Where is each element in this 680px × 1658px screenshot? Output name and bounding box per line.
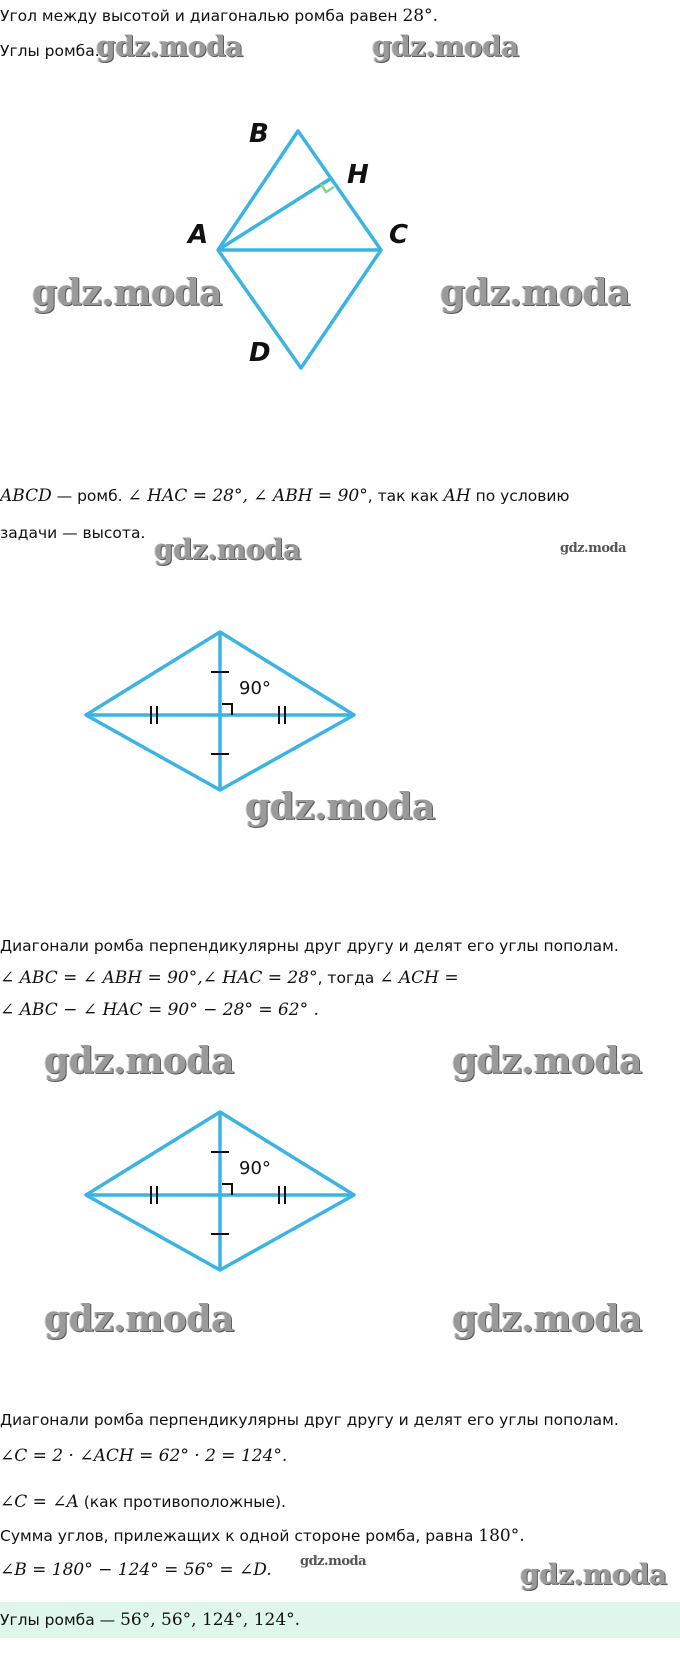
vertex-label-b: B (249, 119, 269, 149)
step3-line-5 (0, 1560, 272, 1580)
rhombus-name: ABCD (0, 486, 52, 506)
vertex-label-d: D (249, 338, 271, 368)
watermark: gdz.moda (154, 533, 301, 566)
right-angle-label: 90° (239, 678, 271, 699)
step2-line-1: Диагонали ромба перпендикулярны друг другу и делят его углы пополам. (0, 937, 619, 955)
watermark: gdz.moda (96, 30, 243, 63)
angles-equality: ∠ ABC = ∠ ABH = 90°,∠ HAC = 28° (0, 968, 318, 988)
vertex-label-a: A (188, 220, 209, 250)
vertex-label-c: C (389, 220, 409, 250)
height-name: AH (443, 486, 471, 506)
rhombus-figure-abcd (0, 0, 680, 460)
rhombus-diagonals-figure (0, 620, 680, 800)
watermark: gdz.moda (452, 1040, 642, 1082)
answer-angles: 56°, 56°, 124°, 124°. (120, 1610, 301, 1630)
angle-c-computation: ∠C = 2 · ∠ACH = 62° · 2 = 124°. (0, 1446, 288, 1466)
step1-line-1: ABCD — ромб. ∠ HAC = 28°, ∠ ABH = 90°, так как AH по условию (0, 486, 570, 506)
watermark: gdz.moda (245, 786, 435, 828)
angle-ach-lhs: ∠ ACH = (379, 968, 459, 988)
step3-line-2 (0, 1446, 287, 1466)
intro-line-1: Угол между высотой и диагональю ромба равен 28°. (0, 6, 438, 26)
angle-sum-value: 180°. (478, 1526, 525, 1546)
rhombus-diagonals-figure-2 (0, 1100, 680, 1280)
watermark: gdz.moda (44, 1040, 234, 1082)
watermark: gdz.moda (372, 30, 519, 63)
step3-line-1: Диагонали ромба перпендикулярны друг другу и делят его углы пополам. (0, 1411, 619, 1429)
watermark: gdz.moda (300, 1554, 367, 1569)
step2-line-2: ∠ ABC = ∠ ABH = 90°,∠ HAC = 28°, тогда ∠ ACH = (0, 968, 459, 988)
watermark: gdz.moda (520, 1558, 667, 1591)
intro-angle-value: 28°. (402, 6, 438, 26)
right-angle-marker (321, 184, 334, 192)
step3-line-3: ∠C = ∠A (как противоположные). (0, 1492, 286, 1512)
answer-box (0, 1602, 680, 1638)
watermark: gdz.moda (452, 1298, 642, 1340)
angle-b-computation: ∠B = 180° − 124° = 56° = ∠D. (0, 1560, 272, 1580)
step2-line-3 (0, 1000, 319, 1020)
vertex-label-h: H (347, 160, 369, 190)
watermark: gdz.moda (32, 272, 222, 314)
angle-c-equals-a: ∠C = ∠A (0, 1492, 79, 1512)
step1-line-2: задачи — высота. (0, 524, 146, 542)
intro-line-2: Углы ромба. (0, 42, 100, 60)
watermark: gdz.moda (440, 272, 630, 314)
height-ah (218, 179, 330, 250)
answer-line: Углы ромба — 56°, 56°, 124°, 124°. (0, 1610, 301, 1630)
right-angle-label: 90° (239, 1158, 271, 1179)
watermark: gdz.moda (560, 541, 627, 556)
step3-line-4: Сумма углов, прилежащих к одной стороне ромба, равна 180°. (0, 1526, 525, 1546)
watermark: gdz.moda (44, 1298, 234, 1340)
angles-expression: ∠ HAC = 28°, ∠ ABH = 90° (127, 486, 368, 506)
angle-ach-computation: ∠ ABC − ∠ HAC = 90° − 28° = 62° . (0, 1000, 319, 1020)
